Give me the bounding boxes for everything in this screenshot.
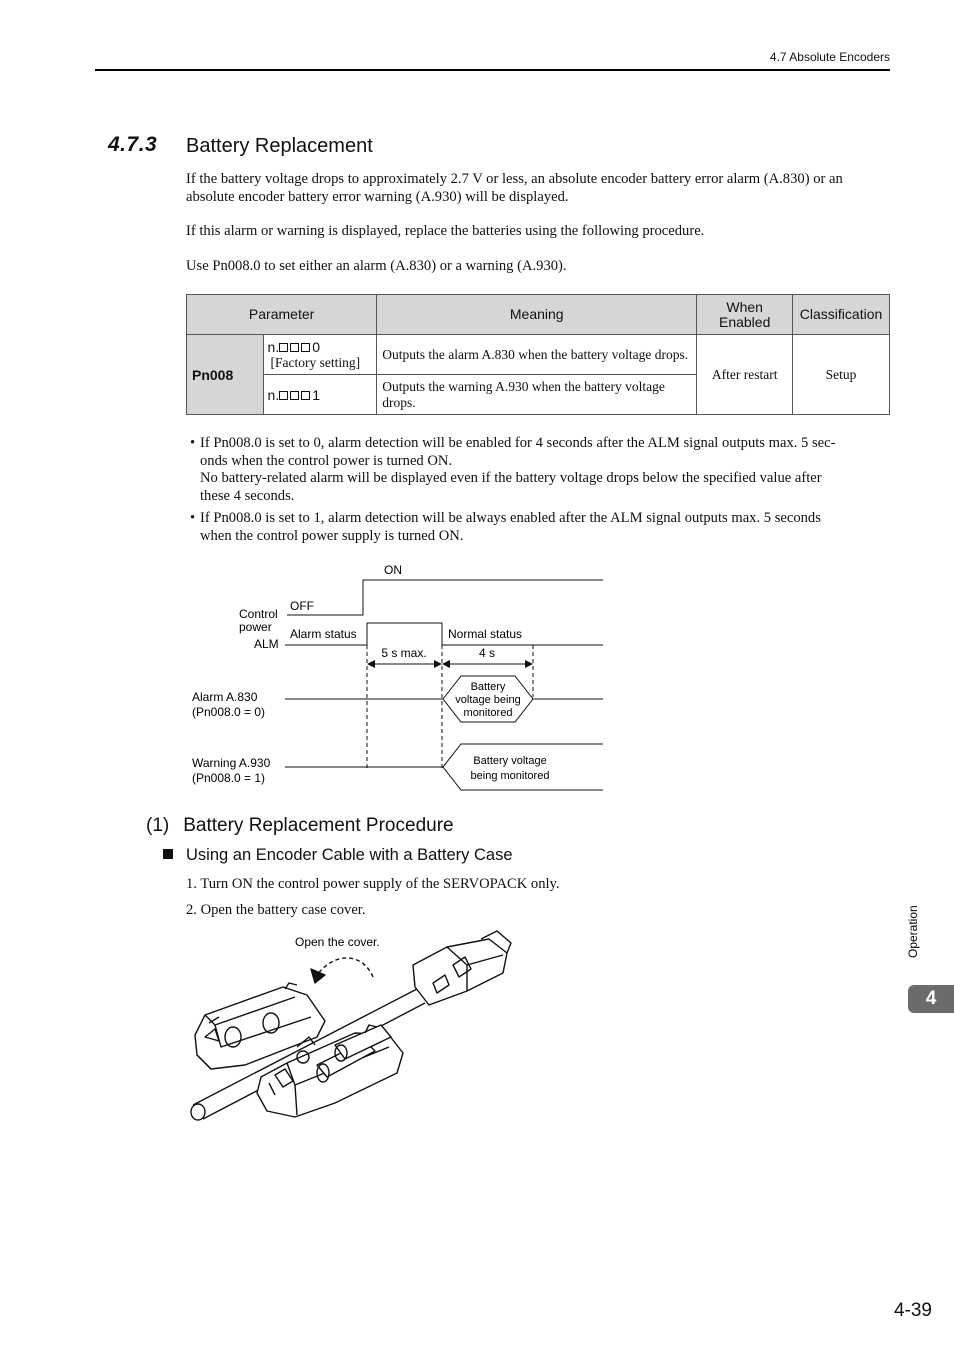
four-s-label: 4 s: [478, 646, 496, 660]
param-value-cell: [263, 375, 377, 415]
side-tab-operation: [893, 893, 933, 963]
param-value-cell: [263, 335, 377, 375]
running-head: 4.7 Absolute Encoders: [769, 50, 890, 64]
warning-a930-setting: (Pn008.0 = 1): [192, 771, 266, 785]
on-label: ON: [384, 563, 402, 577]
battery-monitor-text: Battery voltage: [473, 755, 547, 767]
digit-box-icon: [290, 343, 299, 352]
subsubsection-title: Using an Encoder Cable with a Battery Case: [186, 846, 513, 864]
header-when-enabled: When Enabled: [697, 295, 793, 335]
battery-monitor-text: monitored: [463, 707, 513, 719]
five-s-max-label: 5 s max.: [381, 646, 427, 660]
battery-monitor-text: Battery: [470, 681, 506, 693]
bullet-dot: •: [190, 510, 196, 526]
warning-a930-label: Warning A.930: [192, 756, 271, 770]
digit-box-icon: [301, 391, 310, 400]
normal-status-label: Normal status: [448, 627, 523, 641]
meaning-cell: Outputs the alarm A.830 when the battery voltage drops.: [377, 335, 697, 375]
header-rule: [95, 69, 890, 71]
timing-diagram: [185, 560, 610, 800]
digit-box-icon: [290, 391, 299, 400]
battery-monitor-text: being monitored: [470, 770, 550, 782]
factory-setting-note: [Factory setting]: [270, 354, 361, 370]
square-bullet-icon: [163, 849, 173, 859]
value-suffix: 0: [312, 338, 321, 355]
open-arrow-icon: [317, 958, 373, 977]
bullet-line: If Pn008.0 is set to 0, alarm detection will be enabled for 4 seconds after the ALM signal outputs max. 5 sec-: [200, 435, 836, 451]
power-label: power: [239, 620, 272, 634]
bullet-item: [190, 510, 892, 545]
step-item: 2. Open the battery case cover.: [186, 902, 366, 918]
table-row: [187, 335, 890, 375]
bullet-dot: •: [190, 435, 196, 451]
value-suffix: 1: [312, 386, 321, 403]
bullet-line: No battery-related alarm will be displayed even if the battery voltage drops below the specified value after: [200, 470, 822, 486]
alarm-a830-setting: (Pn008.0 = 0): [192, 705, 266, 719]
warning-monitor-shape: [443, 744, 603, 790]
side-tab-label: Operation: [906, 905, 920, 958]
digit-box-icon: [301, 343, 310, 352]
procedure-paragraph: If this alarm or warning is displayed, replace the batteries using the following procedure.: [186, 223, 705, 239]
alarm-status-label: Alarm status: [290, 627, 357, 641]
parameter-table: [186, 294, 890, 416]
alarm-a830-label: Alarm A.830: [192, 690, 258, 704]
battery-monitor-text: voltage being: [455, 694, 521, 706]
page-number: 4-39: [893, 1300, 932, 1321]
meaning-cell: Outputs the warning A.930 when the battery voltage drops.: [377, 375, 697, 415]
table-header-row: [187, 295, 890, 335]
bullet-line: If Pn008.0 is set to 1, alarm detection will be always enabled after the ALM signal outputs max. 5 seconds: [200, 510, 821, 526]
header-meaning: Meaning: [377, 295, 697, 335]
digit-box-icon: [279, 391, 288, 400]
section-title: Battery Replacement: [186, 135, 373, 157]
header-classification: Classification: [793, 295, 890, 335]
subsection-title: Battery Replacement Procedure: [183, 815, 454, 836]
bullet-line: onds when the control power is turned ON.: [200, 452, 453, 469]
classification-cell: Setup: [793, 335, 890, 415]
digit-box-icon: [279, 343, 288, 352]
bullet-line: these 4 seconds.: [200, 487, 295, 504]
bullet-line: when the control power supply is turned ON.: [200, 527, 464, 544]
when-enabled-cell: After restart: [697, 335, 793, 415]
open-cover-caption: Open the cover.: [295, 935, 380, 949]
value-prefix: n.: [267, 386, 280, 403]
value-prefix: n.: [267, 338, 280, 355]
control-power-waveform: [287, 580, 603, 615]
subsubsection-heading: [163, 846, 513, 865]
param-name-cell: Pn008: [187, 335, 264, 415]
battery-case-illustration: [185, 925, 525, 1135]
intro-paragraph: If the battery voltage drops to approximately 2.7 V or less, an absolute encoder battery error alarm (A.830) or an absolute encoder battery error warning (A.930) will be displayed.: [186, 171, 843, 205]
step-item: 1. Turn ON the control power supply of the SERVOPACK only.: [186, 876, 560, 892]
off-label: OFF: [290, 599, 314, 613]
section-number: 4.7.3: [108, 133, 158, 156]
subsection-number: (1): [146, 815, 170, 836]
header-parameter: Parameter: [187, 295, 377, 335]
control-label: Control: [239, 607, 278, 621]
subsection-heading: [146, 815, 454, 837]
setting-paragraph: Use Pn008.0 to set either an alarm (A.830) or a warning (A.930).: [186, 258, 567, 274]
bullet-item: [190, 435, 892, 505]
alm-label: ALM: [254, 637, 279, 651]
chapter-tab: 4: [908, 985, 954, 1013]
